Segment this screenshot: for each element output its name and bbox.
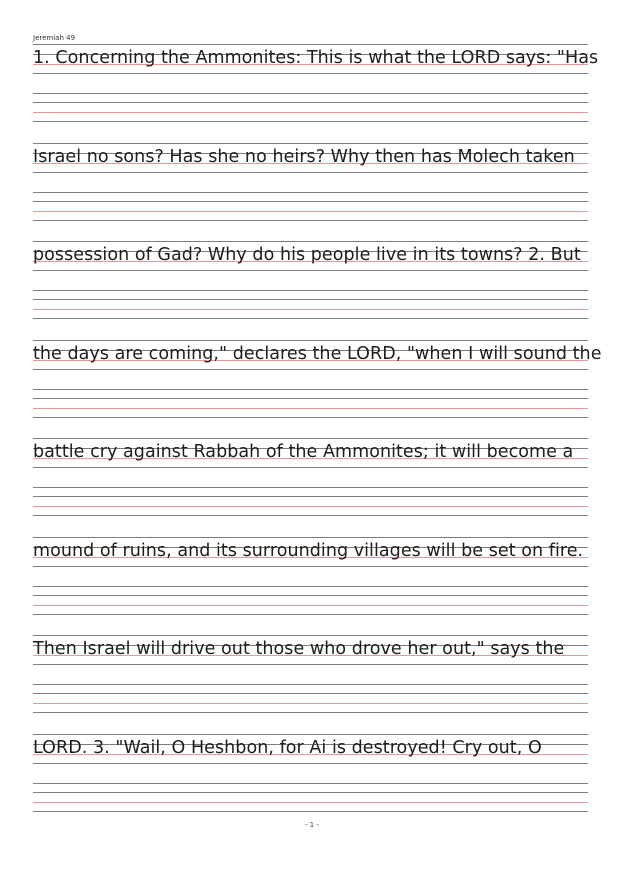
- guide-line-gray: [33, 487, 588, 488]
- guide-line-gray: [33, 270, 588, 271]
- guide-line-gray: [33, 121, 588, 122]
- writing-block: [33, 734, 588, 814]
- guide-line-gray: [33, 220, 588, 221]
- writing-block: [33, 143, 588, 223]
- guide-line-gray: [33, 192, 588, 193]
- guide-line-gray: [33, 595, 588, 596]
- guide-line-gray: [33, 664, 588, 665]
- guide-line-red: [33, 309, 588, 310]
- page-number: - 1 -: [305, 821, 319, 829]
- guide-line-gray: [33, 340, 588, 341]
- guide-line-gray: [33, 566, 588, 567]
- writing-block: [33, 340, 602, 420]
- guide-line-red: [33, 408, 588, 409]
- guide-line-red: [33, 112, 588, 113]
- guide-line-gray: [33, 93, 588, 94]
- guide-line-gray: [33, 201, 588, 202]
- guide-line-gray: [33, 73, 588, 74]
- guide-line-gray: [33, 684, 588, 685]
- guide-line-red: [33, 211, 588, 212]
- guide-line-gray: [33, 417, 588, 418]
- tracing-text-line: possession of Gad? Why do his people live in its towns? 2. But: [33, 245, 581, 265]
- guide-line-gray: [33, 586, 588, 587]
- guide-line-gray: [33, 734, 588, 735]
- guide-line-gray: [33, 438, 588, 439]
- tracing-text-line: 1. Concerning the Ammonites: This is what the LORD says: "Has: [33, 48, 599, 68]
- tracing-text-line: the days are coming," declares the LORD, "when I will sound the: [33, 344, 602, 364]
- guide-line-red: [33, 506, 588, 507]
- guide-line-gray: [33, 172, 588, 173]
- guide-line-gray: [33, 467, 588, 468]
- guide-line-gray: [33, 783, 588, 784]
- tracing-text-line: mound of ruins, and its surrounding villages will be set on fire.: [33, 541, 584, 561]
- guide-line-gray: [33, 318, 588, 319]
- tracing-text-line: Israel no sons? Has she no heirs? Why then has Molech taken: [33, 147, 575, 167]
- tracing-text-line: battle cry against Rabbah of the Ammonites; it will become a: [33, 442, 574, 462]
- guide-line-gray: [33, 635, 588, 636]
- page-header: Jeremiah 49: [33, 34, 76, 42]
- guide-line-gray: [33, 290, 588, 291]
- guide-line-gray: [33, 614, 588, 615]
- guide-line-gray: [33, 398, 588, 399]
- guide-line-gray: [33, 241, 588, 242]
- tracing-text-line: Then Israel will drive out those who drove her out," says the: [33, 639, 565, 659]
- guide-line-red: [33, 703, 588, 704]
- guide-line-gray: [33, 389, 588, 390]
- guide-line-gray: [33, 712, 588, 713]
- guide-line-gray: [33, 143, 588, 144]
- writing-block: [33, 537, 588, 617]
- guide-line-gray: [33, 537, 588, 538]
- writing-block: [33, 241, 588, 321]
- guide-line-gray: [33, 496, 588, 497]
- guide-line-gray: [33, 811, 588, 812]
- writing-block: [33, 438, 588, 518]
- guide-line-gray: [33, 763, 588, 764]
- tracing-text-line: LORD. 3. "Wail, O Heshbon, for Ai is destroyed! Cry out, O: [33, 738, 542, 758]
- guide-line-red: [33, 802, 588, 803]
- guide-line-gray: [33, 369, 588, 370]
- guide-line-gray: [33, 299, 588, 300]
- writing-block: [33, 44, 599, 124]
- guide-line-red: [33, 605, 588, 606]
- guide-line-gray: [33, 102, 588, 103]
- guide-line-gray: [33, 693, 588, 694]
- writing-block: [33, 635, 588, 715]
- guide-line-gray: [33, 44, 588, 45]
- guide-line-gray: [33, 792, 588, 793]
- guide-line-gray: [33, 515, 588, 516]
